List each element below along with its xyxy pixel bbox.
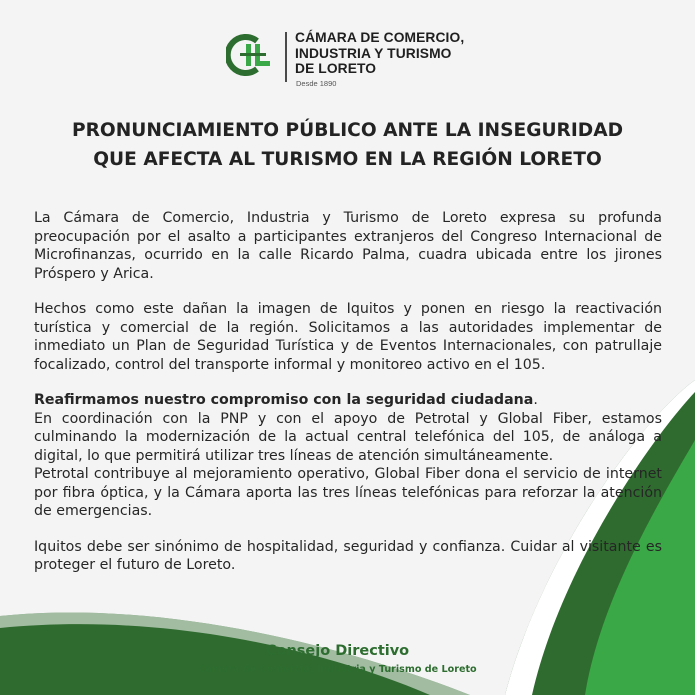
paragraph-4: Iquitos debe ser sinónimo de hospitalidad, seguridad y confianza. Cuidar al visitante es proteger el futuro de Loreto. (34, 538, 662, 573)
title-line-2: QUE AFECTA AL TURISMO EN LA REGIÓN LORETO (93, 149, 602, 170)
paragraph-3-heading-line (34, 391, 662, 410)
header (226, 28, 486, 92)
paragraph-3 (34, 391, 662, 521)
organization-name (295, 30, 464, 77)
org-name-line-2: INDUSTRIA Y TURISMO (295, 45, 452, 61)
paragraph-2: Hechos como este dañan la imagen de Iquitos y ponen en riesgo la reactivación turística y comercial de la región. Solicitamos a las autoridades implementar de inmediato un Plan de Seguridad Turística y de Eventos Internacionales, con patrullaje focalizado, control del transporte informal y monitoreo activo en el 105. (34, 301, 662, 373)
paragraph-3-heading: Reafirmamos nuestro compromiso con la seguridad ciudadana (34, 392, 534, 408)
founded-label: Desde 1890 (296, 79, 337, 88)
org-name-line-3: DE LORETO (295, 61, 377, 76)
signature-subtitle: Cámara de Comercio, Industria y Turismo de Loreto (198, 664, 477, 675)
org-name-line-1: CÁMARA DE COMERCIO, (295, 30, 465, 45)
paragraph-1: La Cámara de Comercio, Industria y Turismo de Loreto expresa su profunda preocupación por el asalto a participantes extranjeros del Congreso Internacional de Microfinanzas, ocurrido en la calle Ricardo Palma, cuadra ubicada entre los jirones Próspero y Arica. (34, 210, 662, 282)
paragraph-3-body-b: Petrotal contribuye al mejoramiento operativo, Global Fiber dona el servicio de internet por fibra óptica, y la Cámara aporta las tres líneas telefónicas para reforzar la atención de emergencias. (34, 466, 662, 519)
signature-title: Consejo Directivo (265, 643, 410, 659)
paragraph-3-heading-punct: . (533, 392, 538, 408)
chamber-logo-icon (226, 32, 278, 78)
title-line-1: PRONUNCIAMIENTO PÚBLICO ANTE LA INSEGURIDAD (71, 120, 624, 141)
paragraph-3-body-a: En coordinación con la PNP y con el apoyo de Petrotal y Global Fiber, estamos culminando la modernización de la actual central telefónica del 105, de análoga a digital, lo que permitirá utilizar tres líneas de atención simultáneamente. (34, 410, 662, 464)
logo-divider (285, 32, 287, 82)
page-title (20, 116, 675, 174)
statement-body (34, 209, 662, 592)
